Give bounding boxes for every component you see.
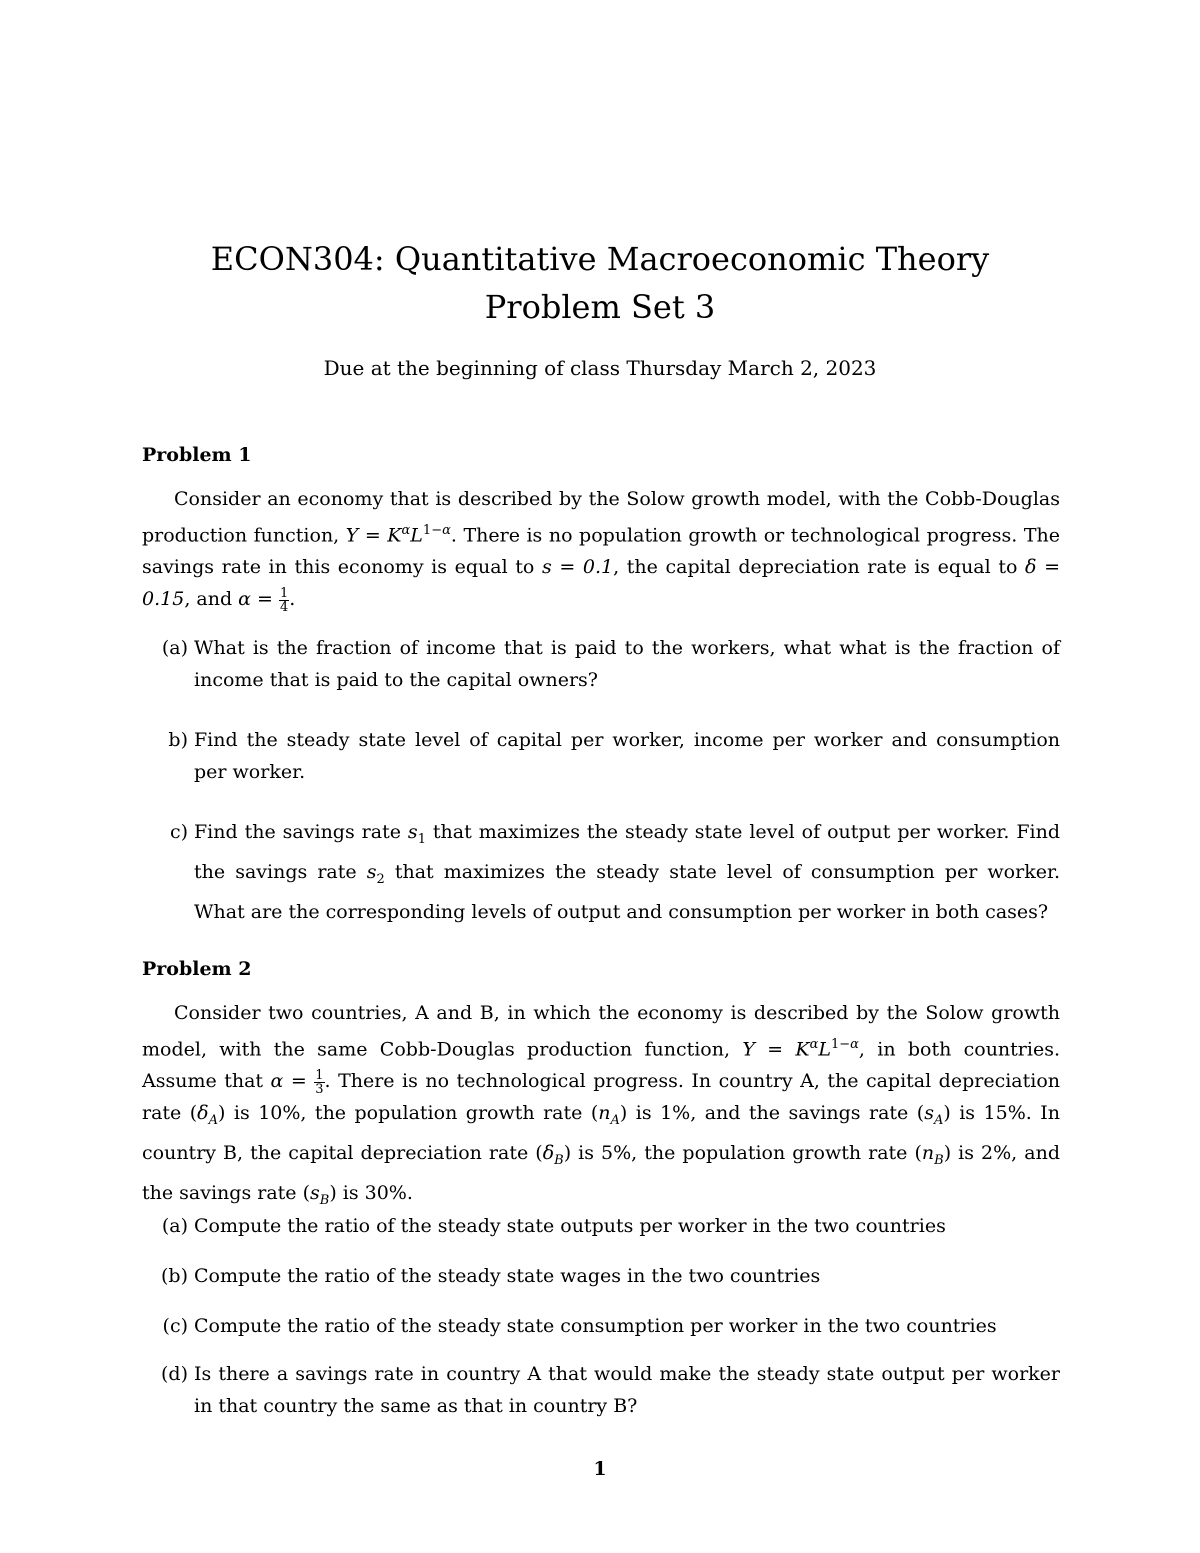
- problem-1-item-a: (a) What is the fraction of income that is paid to the workers, what what is the fraction of income that is paid to the capital owners?: [161, 637, 1060, 691]
- problem-2-heading: Problem 2: [142, 958, 252, 980]
- problem-2-item-d: (d) Is there a savings rate in country A that would make the steady state output per worker in that country the same as that in country B?: [161, 1363, 1060, 1417]
- problem-2-item-c: (c) Compute the ratio of the steady state consumption per worker in the two countries: [162, 1315, 997, 1337]
- course-title: ECON304: Quantitative Macroeconomic Theory: [210, 240, 990, 278]
- problem-set-title: Problem Set 3: [484, 288, 716, 326]
- page-number: 1: [593, 1458, 607, 1480]
- alpha-fraction-2: $\frac{1}{3}$: [315, 1067, 324, 1097]
- alpha-fraction: $\frac{1}{4}$: [280, 585, 289, 615]
- problem-1-item-b: b) Find the steady state level of capital per worker, income per worker and consumption per worker.: [168, 729, 1060, 783]
- problem-2-item-a: (a) Compute the ratio of the steady state outputs per worker in the two countries: [161, 1215, 946, 1237]
- due-date: Due at the beginning of class Thursday March 2, 2023: [323, 356, 877, 380]
- problem-2-intro: Consider two countries, A and B, in which the economy is described by the Solow growth model, with the same Cobb-Douglas production function, $Y = K^\alpha L^{1-\alpha}$, in both countries. Assume that α = $\frac{1}{3}$ . There is no technological progress. In country A, the capital depreciation rate $(\delta_A)$ is 10%, the population growth rate $(n_A)$ is 1%, and the savings rate $(s_A)$ is 15%. In country B, the capital depreciation rate $(\delta_B)$ is 5%, the population growth rate $(n_B)$ is 2%, and the savings rate $(s_B)$ is 30%.: [142, 1002, 1061, 1208]
- problem-1-intro: Consider an economy that is described by the Solow growth model, with the Cobb-Douglas production function, $Y = K^\alpha L^{1-\alpha}$. There is no population growth or technological progress. The savings rate in this economy is equal to s = 0.1, the capital depreciation rate is equal to δ = 0.15, and α = $\frac{1}{4}$ .: [142, 488, 1060, 615]
- problem-2-item-b: (b) Compute the ratio of the steady state wages in the two countries: [161, 1265, 821, 1287]
- problem-1-heading: Problem 1: [142, 444, 252, 466]
- problem-1-item-c: c) Find the savings rate $s_1$ that maximizes the steady state level of output per worker. Find the savings rate $s_2$ that maximizes the steady state level of consumption per worker. What are the corresponding levels of output and consumption per worker in both cases?: [169, 821, 1060, 923]
